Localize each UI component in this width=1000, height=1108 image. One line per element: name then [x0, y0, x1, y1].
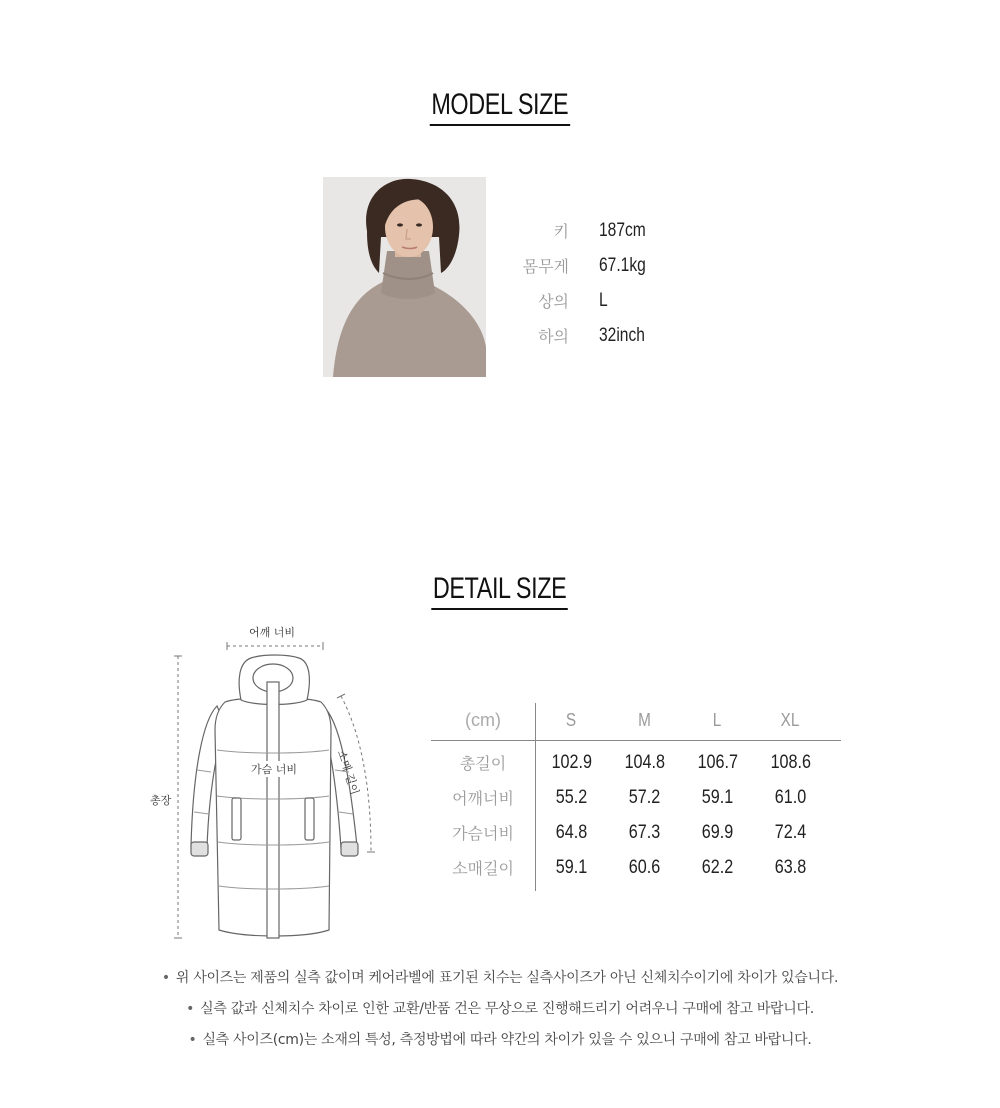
model-photo-image — [323, 177, 486, 377]
table-cell: 60.6 — [628, 856, 661, 878]
table-cell: 57.2 — [628, 786, 661, 808]
table-cell: 59.1 — [555, 856, 588, 878]
coat-diagram — [145, 620, 395, 950]
size-notes — [0, 965, 1000, 1058]
bullet-icon: • — [188, 1032, 197, 1048]
table-cell: 64.8 — [555, 821, 588, 843]
size-header: L — [713, 709, 722, 730]
unit-label: (cm) — [465, 709, 501, 730]
spec-label: 하의 — [538, 327, 569, 346]
spec-label: 상의 — [538, 292, 569, 311]
spec-row-bottom — [505, 318, 705, 353]
model-specs — [505, 213, 705, 353]
total-length-label: 총장 — [150, 794, 172, 807]
size-header: XL — [781, 709, 800, 730]
spec-row-weight — [505, 248, 705, 283]
table-cell: 69.9 — [701, 821, 734, 843]
note-item: • 실측 사이즈(cm)는 소재의 특성, 측정방법에 따라 약간의 차이가 있을 수 있으니 구매에 참고 바랍니다. — [188, 1032, 812, 1048]
note-item: • 실측 값과 신체치수 차이로 인한 교환/반품 건은 무상으로 진행해드리기 어려우니 구매에 참고 바랍니다. — [186, 1001, 814, 1017]
spec-value: 187cm — [599, 219, 646, 241]
bullet-icon: • — [186, 1001, 195, 1017]
table-cell: 55.2 — [555, 786, 588, 808]
chest-width-label: 가슴 너비 — [251, 763, 298, 776]
table-cell: 62.2 — [701, 856, 734, 878]
shoulder-width-label: 어깨 너비 — [249, 626, 296, 639]
table-cell: 61.0 — [774, 786, 807, 808]
table-cell: 72.4 — [774, 821, 807, 843]
row-label: 총길이 — [459, 754, 507, 773]
model-photo — [323, 177, 486, 377]
row-label: 어깨너비 — [452, 789, 514, 808]
spec-value: 32inch — [599, 324, 645, 346]
table-cell: 104.8 — [624, 751, 665, 773]
note-item: • 위 사이즈는 제품의 실측 값이며 케어라벨에 표기된 치수는 실측사이즈가 아닌 신체치수이기에 차이가 있습니다. — [161, 970, 839, 986]
spec-label: 키 — [553, 222, 569, 241]
table-cell: 108.6 — [770, 751, 811, 773]
table-cell: 63.8 — [774, 856, 807, 878]
spec-value: 67.1kg — [599, 254, 646, 276]
table-row — [431, 815, 841, 850]
size-header: S — [566, 709, 577, 730]
row-label: 소매길이 — [452, 859, 514, 878]
model-size-title: MODEL SIZE — [0, 88, 1000, 126]
table-row — [431, 745, 841, 780]
spec-row-height — [505, 213, 705, 248]
spec-value: L — [599, 289, 608, 311]
spec-label: 몸무게 — [522, 257, 569, 276]
table-row — [431, 780, 841, 815]
table-cell: 106.7 — [697, 751, 738, 773]
table-cell: 102.9 — [551, 751, 592, 773]
size-header: M — [638, 709, 651, 730]
spec-row-top — [505, 283, 705, 318]
table-cell: 59.1 — [701, 786, 734, 808]
sleeve-length-label: 소매 길이 — [334, 748, 362, 797]
row-label: 가슴너비 — [452, 824, 514, 843]
table-row — [431, 850, 841, 885]
detail-size-title: DETAIL SIZE — [0, 572, 1000, 610]
table-header-row — [431, 700, 841, 741]
bullet-icon: • — [161, 970, 170, 986]
table-cell: 67.3 — [628, 821, 661, 843]
size-table — [431, 700, 841, 885]
